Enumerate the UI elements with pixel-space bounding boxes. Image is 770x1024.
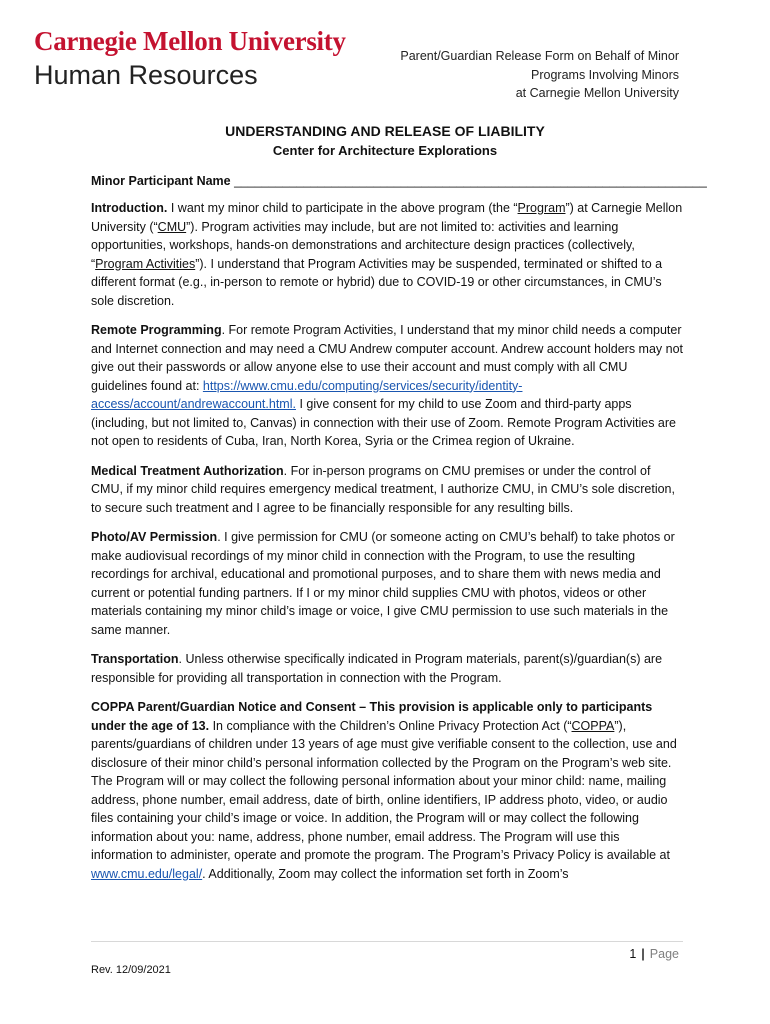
document-title: UNDERSTANDING AND RELEASE OF LIABILITY	[225, 123, 545, 139]
section-introduction: Introduction. I want my minor child to participate in the above program (the “Program”) at Carnegie Mellon University (“CMU”). Program activities may include, but are not limited to: activities and learning opportunities, workshops, hands-on demonstrations and architecture design practices (collectively, “Program Activities”). I understand that Program Activities may be suspended, terminated or shifted to a different format (e.g., in-person to remote or hybrid) due to COVID-19 or other circumstances, in CMU’s sole discretion.	[91, 201, 683, 308]
form-title-line-2: Programs Involving Minors	[531, 67, 679, 82]
form-title-line-3: at Carnegie Mellon University	[515, 86, 679, 100]
transportation-heading: Transportation	[91, 652, 179, 666]
medical-treatment-heading: Medical Treatment Authorization	[91, 463, 284, 478]
cmu-hr-logo	[34, 26, 346, 92]
footer-divider	[91, 941, 683, 942]
defined-term-program: Program	[517, 201, 566, 215]
section-photo-av-permission: Photo/AV Permission. I give permission for CMU (or someone acting on CMU’s behalf) to take photos or make audiovisual recordings of my minor child in connection with the Program, to use the resulting recordings for archival, educational and promotional purposes, and to share them with news media and current or potential funding partners. If I or my minor child supplies CMU with photos, videos or other materials containing my minor child’s image or voice, I give CMU permission to use such materials in the same manner.	[91, 530, 675, 637]
page-number-separator: |	[641, 947, 645, 961]
program-name: Center for Architecture Explorations	[272, 143, 498, 158]
minor-name-label: Minor Participant Name	[91, 174, 231, 188]
section-remote-programming: Remote Programming. For remote Program Activities, I understand that my minor child needs a computer and Internet connection and may need a CMU Andrew computer account. Andrew account holders may not give out their passwords or allow anyone else to use their account and must comply with all CMU guidelines found at: https://www.cmu.edu/computing/services/security/identity-access/account/andrewaccount.html. I give consent for my child to use Zoom and third-party apps (including, but not limited to, Canvas) in connection with their use of Zoom. Remote Program Activities are not open to residents of Cuba, Iran, North Korea, Syria or the Crimea region of Ukraine.	[91, 323, 684, 448]
document-body	[91, 199, 683, 894]
defined-term-coppa: COPPA	[571, 718, 615, 733]
page-label: Page	[649, 947, 679, 961]
revision-date: Rev. 12/09/2021	[91, 964, 171, 976]
logo-department-name: Human Resources	[34, 60, 258, 90]
minor-participant-name-field[interactable]	[91, 172, 707, 190]
defined-term-cmu: CMU	[157, 219, 187, 234]
minor-name-blank[interactable]: ____________________________________________________________________	[234, 174, 707, 188]
section-coppa: COPPA Parent/Guardian Notice and Consent – This provision is applicable only to participants under the age of 13. In compliance with the Children’s Online Privacy Protection Act (“COPPA”), parents/guardians of children under 13 years of age must give verifiable consent to the collection, use and disclosure of their minor child’s personal information collected by the Program on the Program’s web site. The Program will or may collect the following personal information about your minor child: name, mailing address, phone number, email address, date of birth, online identifiers, IP address photo, video, or audio files containing your child’s image or voice. In addition, the Program will or may collect the following information about you: name, address, phone number, email address. The Program will use this information to administer, operate and promote the program. The Program’s Privacy Policy is available at www.cmu.edu/legal/. Additionally, Zoom may collect the information set forth in Zoom’s	[91, 700, 677, 881]
section-transportation: Transportation. Unless otherwise specifically indicated in Program materials, parent(s)/guardian(s) are responsible for providing all transportation in connection with the Program.	[91, 652, 663, 685]
logo-university-name: Carnegie Mellon University	[34, 26, 346, 56]
form-title-line-1: Parent/Guardian Release Form on Behalf of Minor	[400, 49, 679, 63]
coppa-heading: COPPA Parent/Guardian Notice and Consent – This provision is applicable only to participants under the age of 13.	[91, 700, 653, 733]
cmu-legal-link[interactable]: www.cmu.edu/legal/	[91, 866, 203, 881]
defined-term-program-activities: Program Activities	[95, 256, 196, 271]
introduction-heading: Introduction.	[91, 201, 168, 215]
form-title-block	[400, 47, 679, 103]
remote-programming-heading: Remote Programming	[91, 323, 222, 337]
section-medical-treatment: Medical Treatment Authorization. For in-person programs on CMU premises or under the control of CMU, if my minor child requires emergency medical treatment, I authorize CMU, in CMU’s sole discretion, to secure such treatment and I agree to be financially responsible for any resulting bills.	[91, 463, 675, 515]
photo-av-heading: Photo/AV Permission	[91, 530, 218, 544]
andrew-account-link[interactable]: https://www.cmu.edu/computing/services/security/identity-access/account/andrewaccount.html.	[91, 378, 523, 411]
page-number-value: 1	[629, 947, 637, 961]
page-number	[629, 945, 679, 963]
